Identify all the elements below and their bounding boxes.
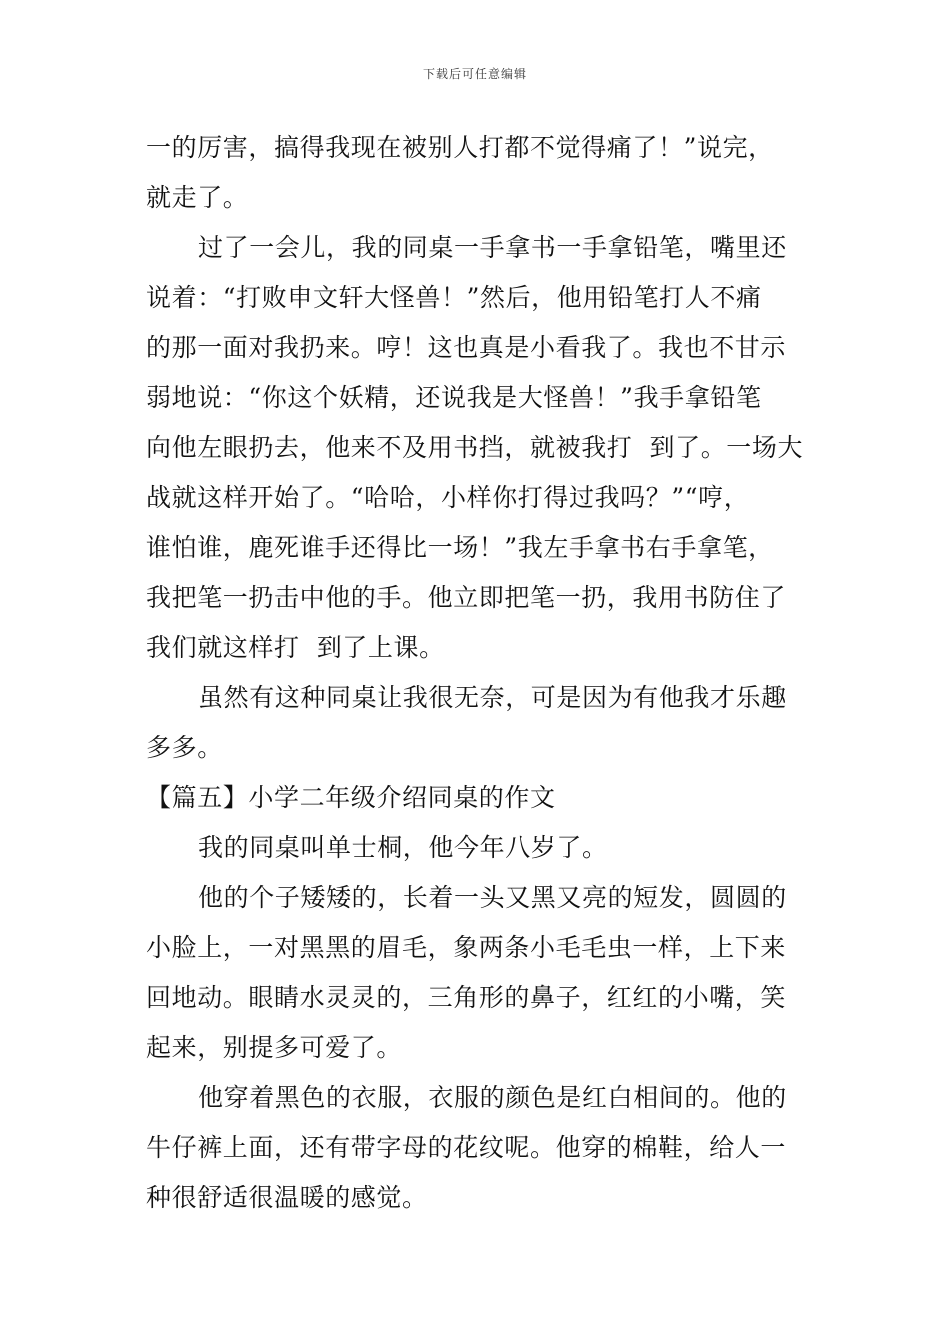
text-line: 我的同桌叫单士桐，他今年八岁了。	[198, 833, 608, 862]
text-line: 多多。	[146, 733, 223, 762]
text-line: 回地动。眼睛水灵灵的，三角形的鼻子，红红的小嘴，笑	[146, 983, 787, 1012]
text-line: 一的厉害，搞得我现在被别人打都不觉得痛了！”说完，	[146, 133, 774, 162]
text-line: 种很舒适很温暖的感觉。	[146, 1183, 428, 1212]
text-line: 就走了。	[146, 183, 249, 212]
text-line: 弱地说：“你这个妖精，还说我是大怪兽！”我手拿铅笔	[146, 383, 762, 412]
text-line: 向他左眼扔去，他来不及用书挡，就被我打 到了。一场大	[146, 433, 804, 462]
text-line: 虽然有这种同桌让我很无奈，可是因为有他我才乐趣	[198, 683, 787, 712]
text-line: 谁怕谁，鹿死谁手还得比一场！”我左手拿书右手拿笔，	[146, 533, 774, 562]
text-line: 我把笔一扔击中他的手。他立即把笔一扔，我用书防住了	[146, 583, 787, 612]
section-heading: 【篇五】小学二年级介绍同桌的作文	[146, 783, 556, 812]
text-line: 的那一面对我扔来。哼！这也真是小看我了。我也不甘示	[146, 333, 787, 362]
page-header: 下载后可任意编辑	[422, 67, 527, 81]
text-line: 牛仔裤上面，还有带字母的花纹呢。他穿的棉鞋，给人一	[146, 1133, 787, 1162]
text-line: 他的个子矮矮的，长着一头又黑又亮的短发，圆圆的	[198, 883, 787, 912]
text-line: 说着：“打败申文轩大怪兽！”然后，他用铅笔打人不痛	[146, 283, 762, 312]
text-line: 他穿着黑色的衣服，衣服的颜色是红白相间的。他的	[198, 1083, 787, 1112]
text-line: 我们就这样打 到了上课。	[146, 633, 445, 662]
text-line: 小脸上，一对黑黑的眉毛，象两条小毛毛虫一样，上下来	[146, 933, 787, 962]
text-line: 过了一会儿，我的同桌一手拿书一手拿铅笔，嘴里还	[198, 233, 787, 262]
text-line: 起来，别提多可爱了。	[146, 1033, 403, 1062]
text-line: 战就这样开始了。“哈哈，小样你打得过我吗？”“哼，	[146, 483, 750, 512]
